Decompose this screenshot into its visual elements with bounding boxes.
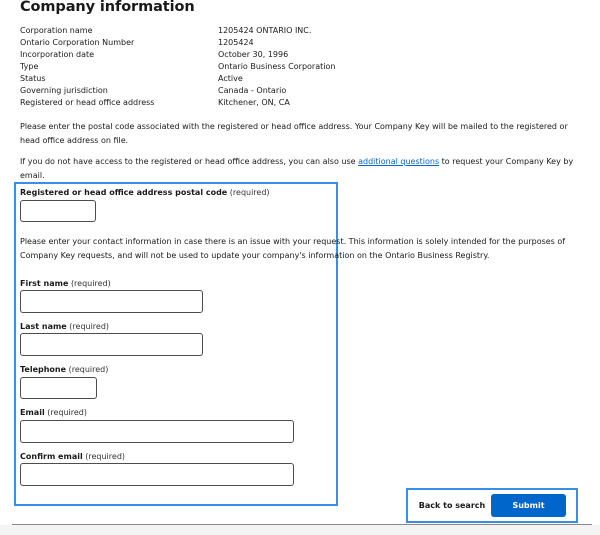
info-row-corporation-number <box>20 37 335 49</box>
email-label <box>20 408 87 417</box>
last-name-input[interactable] <box>20 333 203 356</box>
info-label: Incorporation date <box>20 50 95 59</box>
info-value: Kitchener, ON, CA <box>218 98 290 107</box>
info-row-corporation-name <box>20 25 335 37</box>
postal-code-label <box>20 188 270 197</box>
alt-prefix: If you do not have access to the registered or head office address, you can also use <box>20 157 359 166</box>
page-title: Company information <box>20 0 195 15</box>
info-value: 1205424 ONTARIO INC. <box>218 26 312 35</box>
info-row-jurisdiction <box>20 85 335 97</box>
email-input[interactable] <box>20 420 294 443</box>
alt-suffix: to request your Company Key by email. <box>20 157 574 180</box>
info-row-status <box>20 73 335 85</box>
label-text: Confirm email <box>20 452 83 461</box>
label-text: Telephone <box>20 365 67 374</box>
label-text: Last name <box>20 322 67 331</box>
info-label: Governing jurisdiction <box>20 86 108 95</box>
required-marker: (required) <box>69 322 110 331</box>
required-marker: (required) <box>229 188 270 197</box>
company-info-list <box>20 25 335 109</box>
submit-button[interactable]: Submit <box>491 494 566 517</box>
info-label: Type <box>20 62 39 71</box>
info-label: Ontario Corporation Number <box>20 38 135 47</box>
confirm-email-input[interactable] <box>20 463 294 486</box>
additional-questions-link[interactable]: additional questions <box>358 157 440 166</box>
info-label: Status <box>20 74 46 83</box>
first-name-input[interactable] <box>20 290 203 313</box>
label-text: First name <box>20 279 69 288</box>
telephone-label <box>20 365 108 374</box>
label-text: Email <box>20 408 45 417</box>
required-marker: (required) <box>47 408 87 417</box>
info-row-address <box>20 97 335 109</box>
last-name-label <box>20 322 109 331</box>
info-value: 1205424 <box>218 38 254 47</box>
postal-code-input[interactable] <box>20 200 96 222</box>
info-value: Canada - Ontario <box>218 86 287 95</box>
info-row-type <box>20 61 335 73</box>
info-row-incorporation-date <box>20 49 335 61</box>
info-label: Corporation name <box>20 26 93 35</box>
first-name-label <box>20 279 111 288</box>
back-to-search-button[interactable]: Back to search <box>418 497 486 515</box>
required-marker: (required) <box>68 365 109 374</box>
required-marker: (required) <box>85 452 126 461</box>
info-value: Active <box>218 74 243 83</box>
telephone-input[interactable] <box>20 377 97 399</box>
info-value: Ontario Business Corporation <box>218 62 336 71</box>
postal-instructions: Please enter the postal code associated with the registered or head office address. Your Company Key will be mailed to the registered or head office address on file. <box>20 122 568 145</box>
label-text: Registered or head office address postal code <box>20 188 228 197</box>
footer-divider <box>12 524 592 525</box>
alternate-instructions <box>20 155 585 183</box>
info-label: Registered or head office address <box>20 98 155 107</box>
info-value: October 30, 1996 <box>218 50 289 59</box>
contact-instructions: Please enter your contact information in case there is an issue with your request. This information is solely intended for the purposes of Company Key requests, and will not be used to update your company's information on the Ontario Business Registry. <box>20 237 566 260</box>
required-marker: (required) <box>70 279 111 288</box>
footer-background <box>0 525 600 535</box>
confirm-email-label <box>20 452 125 461</box>
